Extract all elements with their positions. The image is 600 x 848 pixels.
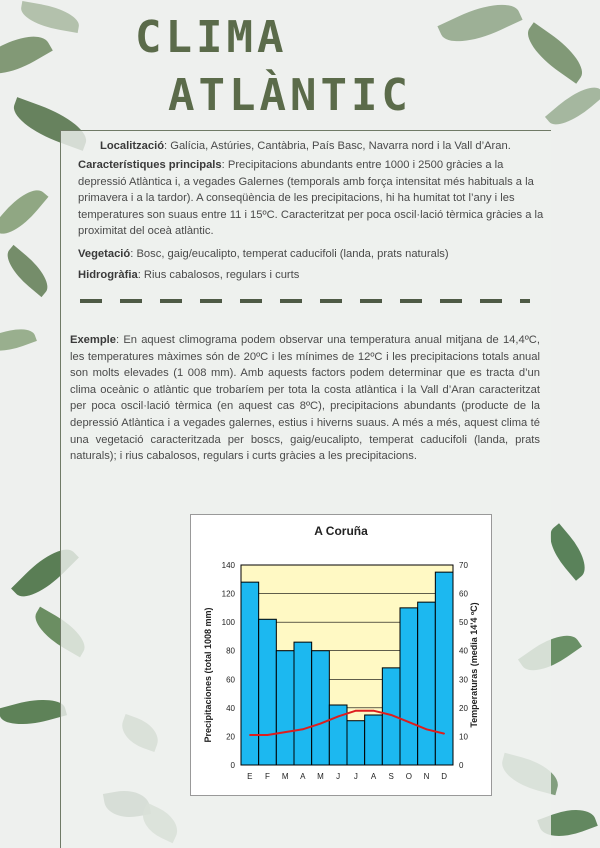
precip-bar bbox=[435, 572, 453, 765]
y-tick-label: 120 bbox=[221, 589, 235, 599]
caracteristiques-text: : Precipitacions abundants entre 1000 i 2500 gràcies a la depressió Atlàntica i, a vegades Galernes (temporals amb força intensitat més habituals a la primavera i a la tardor). A conseqüència de les precipitacions, hi ha humitat tot l’any i les temperatures son suaus entre 11 i 15ºC. Caracteritzat per poca oscil·lació tèrmica gràcies a la proximitat del oceà atlàntic. bbox=[78, 159, 544, 238]
hidrografia-paragraph bbox=[78, 267, 548, 284]
y2-tick-label: 60 bbox=[459, 589, 468, 599]
dashed-divider bbox=[80, 299, 530, 303]
climograph-svg bbox=[191, 515, 491, 795]
localitzacio-text: : Galícia, Astúries, Cantàbria, País Basc, Navarra nord i la Vall d’Aran. bbox=[164, 140, 511, 152]
y2-axis-label: Temperaturas (media 14'4 ºC) bbox=[469, 602, 479, 728]
temperature-point bbox=[355, 710, 357, 712]
y-tick-label: 60 bbox=[226, 675, 235, 685]
y2-tick-label: 0 bbox=[459, 761, 464, 770]
precip-bar bbox=[259, 619, 277, 765]
temperature-point bbox=[443, 733, 445, 735]
x-tick-label: E bbox=[247, 772, 253, 781]
x-tick-label: M bbox=[317, 772, 324, 781]
temperature-point bbox=[284, 731, 286, 733]
temperature-point bbox=[373, 710, 375, 712]
temperature-point bbox=[390, 714, 392, 716]
hidrografia-label: Hidrogràfia bbox=[78, 269, 138, 281]
x-tick-label: J bbox=[353, 772, 358, 781]
x-tick-label: F bbox=[265, 772, 270, 781]
caracteristiques-paragraph bbox=[78, 157, 548, 240]
precip-bar bbox=[400, 608, 418, 765]
y-tick-label: 140 bbox=[221, 561, 235, 570]
temperature-point bbox=[302, 728, 304, 730]
temperature-point bbox=[337, 716, 339, 718]
example-label: Exemple bbox=[70, 334, 117, 346]
x-tick-label: N bbox=[423, 772, 430, 781]
precip-bar bbox=[294, 642, 312, 765]
y-tick-label: 100 bbox=[221, 618, 235, 628]
example-text: : En aquest climograma podem observar una temperatura anual mitjana de 14,4ºC, les temperatures màximes són de 20ºC i les mínimes de 12ºC i les precipitacions totals anual son molts elevades (1 008 mm). Amb aquests factors podem determinar que es tracta d’un clima oceànic o atlàntic que trobaríem per tota la costa atlàntica i la Vall d’Aran caracteritzat per poca oscil·lació tèrmica (en aquest cas 8ºC), precipitacions abundants (producte de la depressió Atlàntica i a vegades galernes, estius i hiverns suaus. A més a més, aquest clima té una vegetació caracteritzada per boscs, gaig/eucalipto, temperat caducifoli (landa, prats naturals); i rius cabalosos, regulars i curts gràcies a les precipitacions. bbox=[70, 334, 540, 463]
y2-tick-label: 10 bbox=[459, 732, 468, 742]
climograph-chart bbox=[190, 514, 492, 796]
y2-tick-label: 20 bbox=[459, 703, 468, 713]
localitzacio-label: Localització bbox=[100, 140, 165, 152]
x-tick-label: A bbox=[300, 772, 306, 781]
y-tick-label: 80 bbox=[226, 646, 235, 656]
temperature-point bbox=[408, 721, 410, 723]
x-tick-label: D bbox=[441, 772, 448, 781]
temperature-point bbox=[267, 734, 269, 736]
y2-tick-label: 70 bbox=[459, 561, 468, 570]
y-tick-label: 20 bbox=[226, 732, 235, 742]
title-line-1: CLIMA bbox=[135, 12, 288, 63]
title-line-2: ATLÀNTIC bbox=[168, 70, 412, 121]
y-axis-label: Precipitaciones (total 1008 mm) bbox=[203, 607, 213, 743]
vegetacio-text: : Bosc, gaig/eucalipto, temperat caducifoli (landa, prats naturals) bbox=[130, 248, 449, 260]
x-tick-label: M bbox=[281, 772, 289, 781]
precip-bar bbox=[365, 715, 383, 765]
temperature-point bbox=[249, 734, 251, 736]
caracteristiques-label: Característiques principals bbox=[78, 159, 222, 171]
precip-bar bbox=[241, 582, 259, 765]
y2-tick-label: 50 bbox=[459, 618, 468, 628]
y-tick-label: 0 bbox=[230, 761, 235, 770]
temperature-point bbox=[426, 728, 428, 730]
example-paragraph bbox=[70, 332, 540, 465]
x-tick-label: S bbox=[388, 772, 394, 781]
localitzacio-paragraph bbox=[100, 138, 540, 155]
precip-bar bbox=[418, 602, 436, 765]
precip-bar bbox=[312, 651, 330, 765]
precip-bar bbox=[276, 651, 294, 765]
temperature-point bbox=[320, 723, 322, 725]
hidrografia-text: : Rius cabalosos, regulars i curts bbox=[137, 269, 300, 281]
x-tick-label: A bbox=[370, 772, 377, 781]
y-tick-label: 40 bbox=[226, 703, 235, 713]
chart-title: A Coruña bbox=[314, 524, 368, 538]
precip-bar bbox=[347, 721, 365, 765]
vegetacio-label: Vegetació bbox=[78, 248, 131, 260]
y2-tick-label: 30 bbox=[459, 675, 468, 685]
y2-tick-label: 40 bbox=[459, 646, 468, 656]
vegetacio-paragraph bbox=[78, 246, 548, 263]
x-tick-label: J bbox=[336, 772, 341, 781]
x-tick-label: O bbox=[405, 772, 412, 781]
